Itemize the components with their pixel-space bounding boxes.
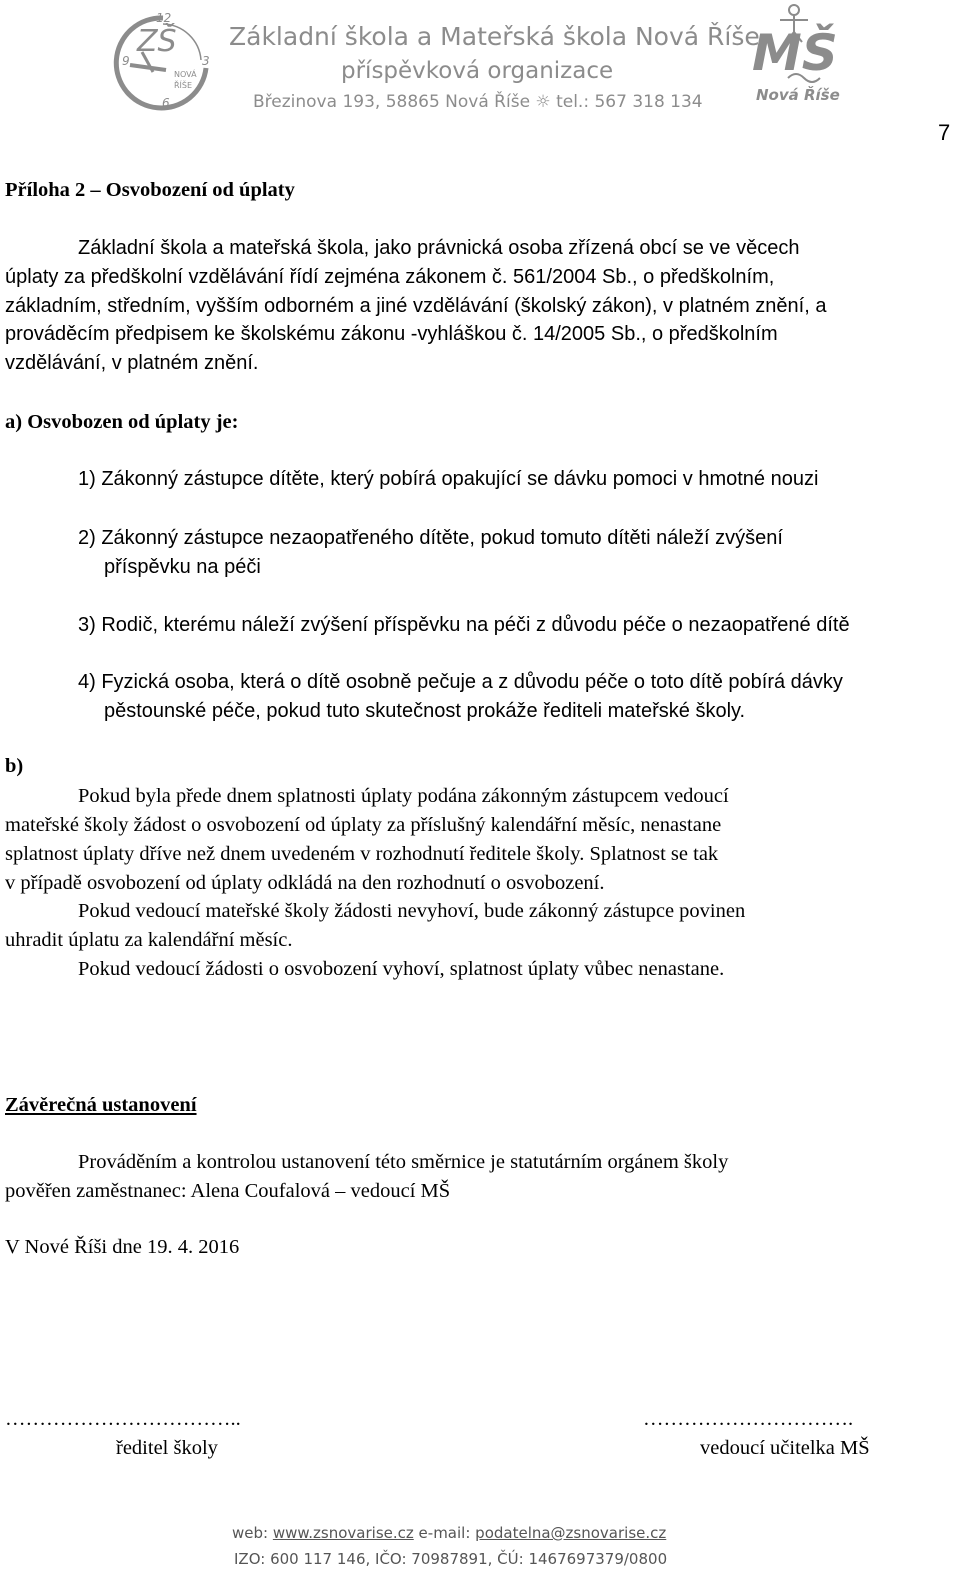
kindergarten-initials: MŠ	[752, 24, 838, 82]
kindergarten-logo	[748, 2, 848, 114]
org-type: příspěvková organizace	[341, 58, 614, 84]
logo-num-9: 9	[122, 54, 130, 68]
signature-line-right: ………………………….	[643, 1408, 854, 1430]
final-provisions-title: Závěrečná ustanovení	[5, 1094, 197, 1116]
section-b-line-3: splatnost úplaty dříve než dnem uvedeném v rozhodnutí ředitele školy. Splatnost se tak	[5, 843, 719, 865]
logo-town-1: NOVÁ	[174, 70, 197, 79]
footer-email-link[interactable]: podatelna@zsnovarise.cz	[475, 1524, 667, 1542]
logo-town-2: ŘÍŠE	[174, 81, 193, 90]
logo-num-6: 6	[162, 96, 170, 110]
intro-line-3: základním, středním, vyšším odborném a jiné vzdělávání (školský zákon), v platném znění, a	[5, 295, 827, 317]
annex-title: Příloha 2 – Osvobození od úplaty	[5, 179, 295, 201]
intro-line-4: prováděcím předpisem ke školskému zákonu -vyhláškou č. 14/2005 Sb., o předškolním	[5, 323, 778, 345]
section-b-line-7: Pokud vedoucí žádosti o osvobození vyhoví, splatnost úplaty vůbec nenastane.	[78, 958, 725, 980]
place-date: V Nové Říši dne 19. 4. 2016	[5, 1236, 240, 1258]
intro-line-1: Základní škola a mateřská škola, jako právnická osoba zřízená obcí se ve věcech	[78, 237, 800, 259]
page-number: 7	[938, 120, 951, 145]
item-2-line-2: příspěvku na péči	[104, 556, 261, 578]
section-b-line-5: Pokud vedoucí mateřské školy žádosti nevyhoví, bude zákonný zástupce povinen	[78, 900, 746, 922]
section-b-line-2: mateřské školy žádost o osvobození od úplaty za příslušný kalendářní měsíc, nenastane	[5, 814, 722, 836]
final-provisions-line-2: pověřen zaměstnanec: Alena Coufalová – vedoucí MŠ	[5, 1180, 451, 1202]
intro-line-2: úplaty za předškolní vzdělávání řídí zejména zákonem č. 561/2004 Sb., o předškolním,	[5, 266, 775, 288]
school-address: Březinova 193, 58865 Nová Říše ☼ tel.: 567 318 134	[253, 92, 703, 112]
item-3: 3) Rodič, kterému náleží zvýšení příspěvku na péči z důvodu péče o nezaopatřené dítě	[78, 614, 850, 636]
school-logo	[108, 10, 218, 114]
item-2-line-1: 2) Zákonný zástupce nezaopatřeného dítěte, pokud tomuto dítěti náleží zvýšení	[78, 527, 783, 549]
signature-label-right: vedoucí učitelka MŠ	[700, 1437, 870, 1459]
kindergarten-town: Nová Říše	[756, 86, 840, 104]
item-1: 1) Zákonný zástupce dítěte, který pobírá opakující se dávku pomoci v hmotné nouzi	[78, 468, 819, 490]
final-provisions-line-1: Prováděním a kontrolou ustanovení této směrnice je statutárním orgánem školy	[78, 1151, 729, 1173]
section-a-title: a) Osvobozen od úplaty je:	[5, 411, 239, 433]
footer-email-label: e-mail:	[418, 1524, 471, 1542]
section-b-line-1: Pokud byla přede dnem splatnosti úplaty podána zákonným zástupcem vedoucí	[78, 785, 729, 807]
signature-label-left: ředitel školy	[116, 1437, 218, 1459]
item-4-line-2: pěstounské péče, pokud tuto skutečnost prokáže řediteli mateřské školy.	[104, 700, 746, 722]
logo-initials: ZŠ	[137, 24, 177, 59]
school-name: Základní škola a Mateřská škola Nová Říše	[229, 22, 760, 51]
footer-ids: IZO: 600 117 146, IČO: 70987891, ČÚ: 1467697379/0800	[234, 1550, 668, 1568]
section-b-label: b)	[5, 755, 24, 777]
intro-line-5: vzdělávání, v platném znění.	[5, 352, 259, 374]
signature-line-left: ……………………………..	[5, 1408, 241, 1430]
item-4-line-1: 4) Fyzická osoba, která o dítě osobně pečuje a z důvodu péče o toto dítě pobírá dávky	[78, 671, 843, 693]
logo-num-12: 12	[156, 11, 172, 25]
footer-web-link[interactable]: www.zsnovarise.cz	[272, 1524, 414, 1542]
footer-contact	[232, 1524, 666, 1542]
logo-num-3: 3	[202, 54, 210, 68]
footer-web-label: web:	[232, 1524, 269, 1542]
section-b-line-6: uhradit úplatu za kalendářní měsíc.	[5, 929, 293, 951]
section-b-line-4: v případě osvobození od úplaty odkládá na den rozhodnutí o osvobození.	[5, 872, 605, 894]
